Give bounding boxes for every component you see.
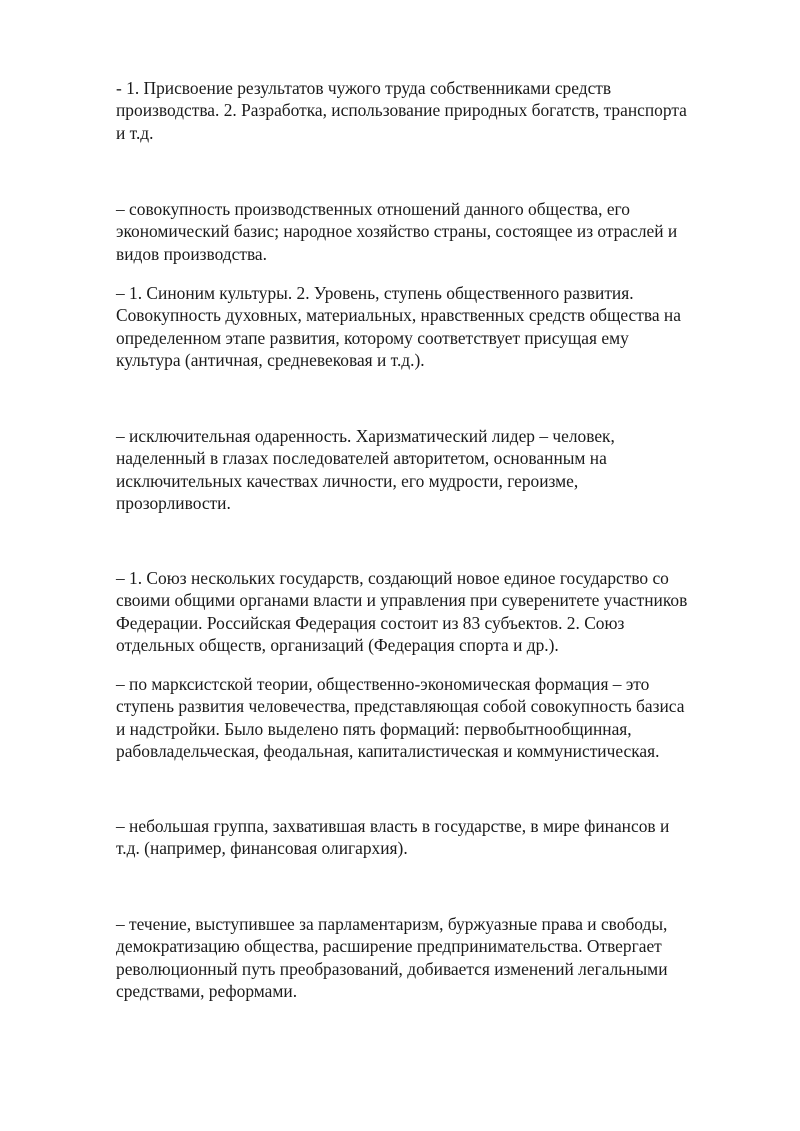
text-line: революционный путь преобразований, добивается изменений легальными	[116, 958, 668, 979]
text-line: и т.д.	[116, 122, 154, 143]
text-line: демократизацию общества, расширение предпринимательства. Отвергает	[116, 936, 662, 957]
paragraph-economy	[116, 198, 746, 265]
paragraph-federation	[116, 567, 746, 657]
text-line: средствами, реформами.	[116, 981, 298, 1002]
text-line: производства. 2. Разработка, использование природных богатств, транспорта	[116, 100, 687, 121]
text-line: ступень развития человечества, представляющая собой совокупность базиса	[116, 696, 685, 717]
text-line: Совокупность духовных, материальных, нравственных средств общества на	[116, 305, 681, 326]
text-line: наделенный в глазах последователей авторитетом, основанным на	[116, 448, 607, 469]
text-line: – течение, выступившее за парламентаризм, буржуазные права и свободы,	[116, 914, 668, 934]
text-line: видов производства.	[116, 243, 267, 264]
paragraph-oligarchy	[116, 815, 746, 860]
paragraph-formation	[116, 673, 746, 763]
text-line: и надстройки. Было выделено пять формаций: первобытнообщинная,	[116, 718, 632, 739]
text-line: - 1. Присвоение результатов чужого труда собственниками средств	[116, 78, 612, 98]
text-line: Федерации. Российская Федерация состоит из 83 субъектов. 2. Союз	[116, 612, 625, 633]
text-line: исключительных качествах личности, его мудрости, героизме,	[116, 470, 579, 491]
text-line: отдельных обществ, организаций (Федерация спорта и др.).	[116, 635, 559, 656]
text-line: рабовладельческая, феодальная, капиталистическая и коммунистическая.	[116, 741, 660, 762]
text-line: – исключительная одаренность. Харизматический лидер – человек,	[116, 426, 615, 446]
text-line: культура (античная, средневековая и т.д.).	[116, 350, 425, 371]
paragraph-exploitation	[116, 77, 746, 144]
text-line: определенном этапе развития, которому соответствует присущая ему	[116, 327, 629, 348]
text-line: т.д. (например, финансовая олигархия).	[116, 838, 408, 859]
text-line: – 1. Союз нескольких государств, создающий новое единое государство со	[116, 568, 669, 588]
paragraph-civilization	[116, 282, 746, 372]
paragraph-liberalism	[116, 913, 746, 1003]
text-line: – по марксистской теории, общественно-экономическая формация – это	[116, 674, 650, 694]
paragraph-charisma	[116, 425, 746, 515]
text-line: – совокупность производственных отношений данного общества, его	[116, 199, 630, 219]
text-line: экономический базис; народное хозяйство страны, состоящее из отраслей и	[116, 221, 678, 242]
text-line: прозорливости.	[116, 493, 231, 514]
text-line: своими общими органами власти и управления при суверенитете участников	[116, 590, 688, 611]
text-line: – небольшая группа, захватившая власть в государстве, в мире финансов и	[116, 816, 670, 836]
text-line: – 1. Синоним культуры. 2. Уровень, ступень общественного развития.	[116, 283, 634, 303]
